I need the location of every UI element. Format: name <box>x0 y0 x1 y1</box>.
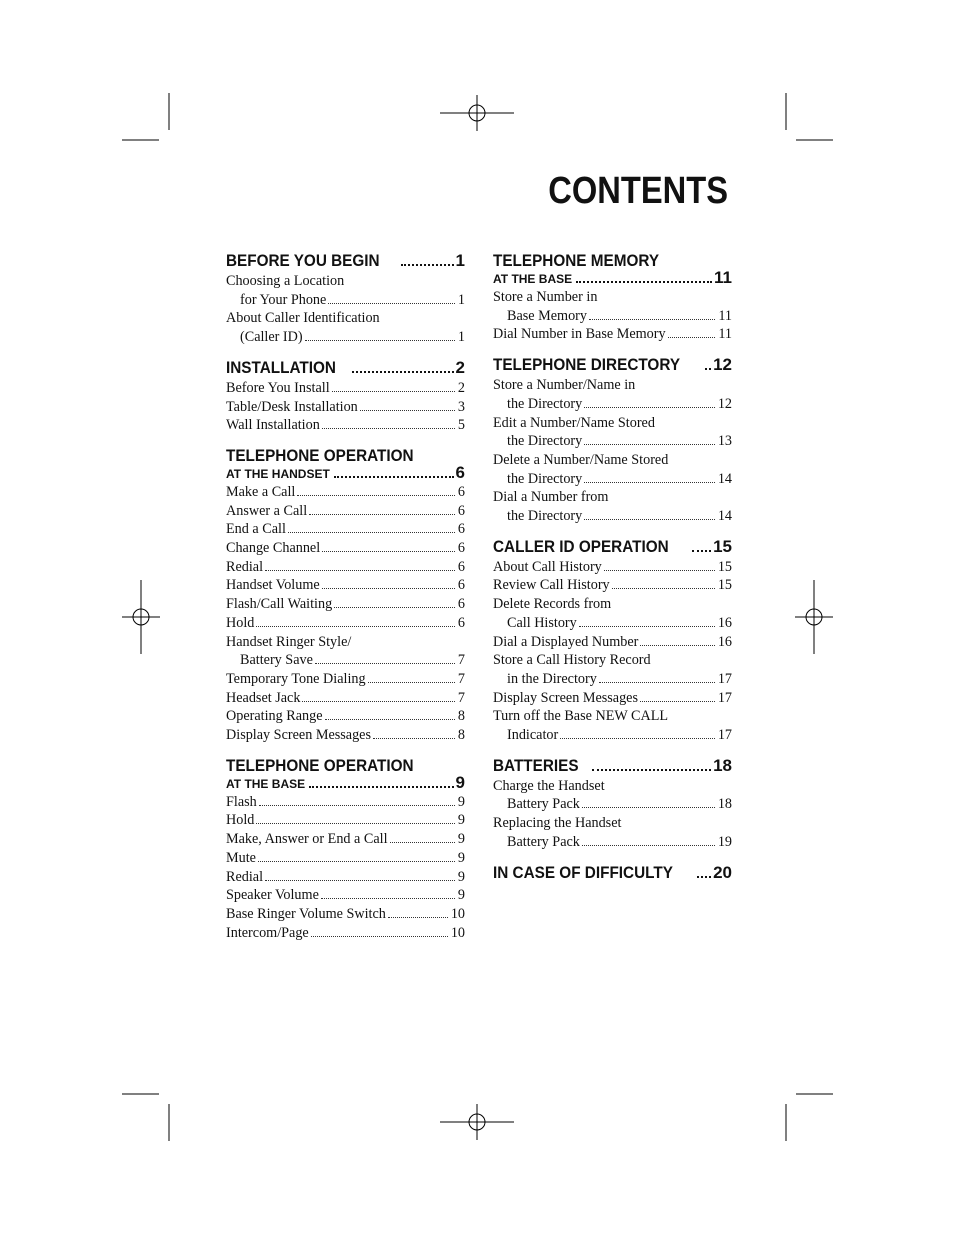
entry-title: Hold <box>226 812 255 829</box>
toc-entry <box>493 288 732 325</box>
section-subheading-line <box>226 772 465 792</box>
section-heading-line <box>226 358 465 378</box>
entry-page-number: 3 <box>457 398 465 415</box>
entry-line <box>226 398 465 417</box>
entry-title: Hold <box>226 614 255 631</box>
entry-line <box>226 328 465 347</box>
toc-entry <box>226 633 465 670</box>
toc-entry <box>493 633 732 652</box>
entry-line <box>226 707 465 726</box>
entry-line <box>226 483 465 502</box>
toc-entry <box>226 595 465 614</box>
dot-leader <box>390 842 455 843</box>
entry-line <box>226 379 465 398</box>
entry-page-number: 7 <box>457 670 465 687</box>
dot-leader <box>258 861 455 862</box>
entry-title: Flash/Call Waiting <box>226 596 333 613</box>
dot-leader <box>599 682 715 683</box>
entry-title: the Directory <box>507 508 583 525</box>
toc-entry <box>226 830 465 849</box>
section-heading: INSTALLATION <box>226 357 336 377</box>
toc-section <box>493 355 732 526</box>
toc-entry <box>226 309 465 346</box>
entry-page-number: 14 <box>717 470 732 487</box>
entry-page-number: 6 <box>457 558 465 575</box>
entry-page-number: 6 <box>457 596 465 613</box>
section-heading: BATTERIES <box>493 755 579 775</box>
toc-entry <box>226 689 465 708</box>
entry-line <box>226 811 465 830</box>
toc-section <box>226 251 465 347</box>
entry-title: the Directory <box>507 470 583 487</box>
toc-entry <box>226 886 465 905</box>
dot-leader <box>309 786 453 788</box>
entry-title: Table/Desk Installation <box>226 398 358 415</box>
entry-line <box>493 707 732 726</box>
toc-entry <box>226 520 465 539</box>
dot-leader <box>582 845 715 846</box>
dot-leader <box>579 626 715 627</box>
entry-page-number: 6 <box>457 577 465 594</box>
entry-title: Delete a Number/Name Stored <box>493 451 669 468</box>
entry-title: About Caller Identification <box>226 310 380 327</box>
entry-page-number: 15 <box>717 558 732 575</box>
entry-page-number: 17 <box>717 689 732 706</box>
section-page-number: 18 <box>713 755 732 775</box>
toc-entry <box>226 849 465 868</box>
section-heading: TELEPHONE MEMORY <box>493 251 660 270</box>
dot-leader <box>297 495 455 496</box>
dot-leader <box>265 570 455 571</box>
entry-title: Flash <box>226 793 257 810</box>
dot-leader <box>584 519 715 520</box>
toc-entry <box>226 905 465 924</box>
dot-leader <box>322 551 455 552</box>
toc-section <box>493 251 732 344</box>
dot-leader <box>401 264 454 266</box>
entry-page-number: 7 <box>457 689 465 706</box>
dot-leader <box>325 719 455 720</box>
entry-page-number: 9 <box>457 831 465 848</box>
entry-title: Dial Number in Base Memory <box>493 326 666 343</box>
entry-line <box>226 830 465 849</box>
section-subheading-line <box>226 462 465 482</box>
entry-page-number: 6 <box>457 540 465 557</box>
dot-leader <box>697 876 711 878</box>
entry-line <box>493 777 732 796</box>
entry-title: Operating Range <box>226 708 323 725</box>
dot-leader <box>322 428 455 429</box>
dot-leader <box>288 532 455 533</box>
dot-leader <box>668 337 716 338</box>
entry-page-number: 1 <box>457 329 465 346</box>
dot-leader <box>315 663 455 664</box>
entry-line <box>493 595 732 614</box>
entry-page-number: 15 <box>717 577 732 594</box>
entry-line <box>226 905 465 924</box>
entry-line <box>493 470 732 489</box>
entry-line <box>226 502 465 521</box>
dot-leader <box>322 588 455 589</box>
entry-title: Speaker Volume <box>226 887 319 904</box>
dot-leader <box>388 917 448 918</box>
entry-page-number: 11 <box>718 326 732 343</box>
entry-line <box>226 726 465 745</box>
entry-title: Battery Save <box>240 652 313 669</box>
entry-title: Make a Call <box>226 483 296 500</box>
dot-leader <box>259 805 455 806</box>
entry-line <box>226 291 465 310</box>
toc-entry <box>493 689 732 708</box>
entry-page-number: 8 <box>457 708 465 725</box>
toc-right-column <box>493 251 732 894</box>
entry-page-number: 6 <box>457 483 465 500</box>
entry-line <box>226 539 465 558</box>
section-page-number: 1 <box>455 251 465 270</box>
toc-entry <box>493 414 732 451</box>
dot-leader <box>640 701 715 702</box>
entry-line <box>226 272 465 291</box>
entry-line <box>226 416 465 435</box>
entry-title: Replacing the Handset <box>493 815 622 832</box>
entry-line <box>226 689 465 708</box>
entry-title: Answer a Call <box>226 502 308 519</box>
entry-title: Display Screen Messages <box>226 727 371 744</box>
entry-line <box>226 924 465 943</box>
toc-entry <box>226 416 465 435</box>
section-heading: TELEPHONE DIRECTORY <box>493 355 681 375</box>
toc-entry <box>493 451 732 488</box>
entry-title: the Directory <box>507 433 583 450</box>
section-heading: BEFORE YOU BEGIN <box>226 251 380 270</box>
section-page-number: 2 <box>455 357 465 377</box>
entry-title: Handset Volume <box>226 577 320 594</box>
toc-entry <box>493 595 732 632</box>
dot-leader <box>265 880 455 881</box>
dot-leader <box>373 738 455 739</box>
entry-page-number: 2 <box>457 379 465 396</box>
entry-title: Store a Number/Name in <box>493 377 636 394</box>
entry-line <box>226 309 465 328</box>
entry-title: Handset Ringer Style/ <box>226 633 352 650</box>
toc-section <box>226 358 465 435</box>
entry-line <box>493 558 732 577</box>
entry-page-number: 16 <box>717 614 732 631</box>
dot-leader <box>360 410 455 411</box>
entry-title: Redial <box>226 558 264 575</box>
entry-line <box>226 576 465 595</box>
toc-section <box>226 446 465 745</box>
entry-title: Dial a Number from <box>493 489 609 506</box>
toc-entry <box>493 576 732 595</box>
entry-page-number: 16 <box>717 633 732 650</box>
entry-page-number: 9 <box>457 868 465 885</box>
entry-line <box>226 670 465 689</box>
entry-title: Edit a Number/Name Stored <box>493 414 655 431</box>
entry-page-number: 14 <box>717 508 732 525</box>
entry-line <box>493 325 732 344</box>
dot-leader <box>604 570 715 571</box>
entry-line <box>493 395 732 414</box>
entry-page-number: 17 <box>717 670 732 687</box>
entry-line <box>226 793 465 812</box>
entry-title: Wall Installation <box>226 417 320 434</box>
toc-entry <box>226 811 465 830</box>
section-page-number: 20 <box>713 862 732 882</box>
toc-left-column <box>226 251 465 953</box>
entry-page-number: 6 <box>457 614 465 631</box>
toc-entry <box>226 868 465 887</box>
section-heading: TELEPHONE OPERATION <box>226 755 414 775</box>
entry-line <box>493 451 732 470</box>
toc-entry <box>226 614 465 633</box>
dot-leader <box>334 607 455 608</box>
entry-page-number: 9 <box>457 887 465 904</box>
entry-title: Battery Pack <box>507 833 580 850</box>
dot-leader <box>592 769 711 771</box>
toc-entry <box>493 651 732 688</box>
entry-line <box>493 376 732 395</box>
entry-page-number: 9 <box>457 793 465 810</box>
toc-entry <box>226 483 465 502</box>
entry-page-number: 5 <box>457 417 465 434</box>
dot-leader <box>368 682 455 683</box>
section-heading: TELEPHONE OPERATION <box>226 445 414 465</box>
section-heading: CALLER ID OPERATION <box>493 536 669 556</box>
toc-entry <box>226 707 465 726</box>
dot-leader <box>311 936 448 937</box>
entry-page-number: 1 <box>457 291 465 308</box>
entry-page-number: 13 <box>717 433 732 450</box>
dot-leader <box>584 482 715 483</box>
entry-title: Indicator <box>507 727 559 744</box>
entry-line <box>493 670 732 689</box>
entry-page-number: 18 <box>717 796 732 813</box>
entry-title: Battery Pack <box>507 796 580 813</box>
toc-entry <box>226 726 465 745</box>
entry-line <box>493 307 732 326</box>
toc-section <box>493 537 732 745</box>
toc-entry <box>493 777 732 814</box>
dot-leader <box>612 588 715 589</box>
entry-title: Base Memory <box>507 307 587 324</box>
section-heading-line <box>493 863 732 883</box>
toc-entry <box>226 502 465 521</box>
toc-entry <box>226 398 465 417</box>
dot-leader <box>302 701 454 702</box>
entry-title: Make, Answer or End a Call <box>226 831 388 848</box>
entry-title: (Caller ID) <box>240 329 303 346</box>
section-page-number: 9 <box>455 772 465 792</box>
entry-line <box>493 689 732 708</box>
entry-line <box>493 726 732 745</box>
toc-section <box>493 863 732 883</box>
section-subheading-line <box>493 270 732 287</box>
entry-title: Display Screen Messages <box>493 689 638 706</box>
entry-title: Before You Install <box>226 379 330 396</box>
toc-entry <box>493 707 732 744</box>
toc-entry <box>226 576 465 595</box>
dot-leader <box>332 391 455 392</box>
entry-title: Charge the Handset <box>493 777 605 794</box>
entry-line <box>226 651 465 670</box>
entry-page-number: 10 <box>450 905 465 922</box>
section-page-number: 15 <box>713 536 732 556</box>
dot-leader <box>589 319 715 320</box>
entry-line <box>493 507 732 526</box>
section-heading: IN CASE OF DIFFICULTY <box>493 862 673 882</box>
entry-title: Dial a Displayed Number <box>493 633 639 650</box>
section-subheading: AT THE BASE <box>493 272 573 286</box>
entry-title: Turn off the Base NEW CALL <box>493 708 669 725</box>
entry-title: Store a Number in <box>493 289 598 305</box>
entry-line <box>493 633 732 652</box>
entry-line <box>493 576 732 595</box>
toc-entry <box>226 924 465 943</box>
entry-page-number: 9 <box>457 812 465 829</box>
dot-leader <box>640 645 714 646</box>
entry-page-number: 6 <box>457 502 465 519</box>
toc-entry <box>226 539 465 558</box>
toc-entry <box>226 272 465 309</box>
toc-section <box>226 756 465 943</box>
entry-title: Call History <box>507 614 577 631</box>
dot-leader <box>582 807 715 808</box>
entry-line <box>226 633 465 652</box>
entry-line <box>493 614 732 633</box>
dot-leader <box>576 281 712 283</box>
entry-title: Mute <box>226 849 256 866</box>
section-subheading: AT THE HANDSET <box>226 466 330 481</box>
entry-title: Delete Records from <box>493 596 612 613</box>
section-page-number: 12 <box>713 355 732 375</box>
section-heading-line <box>493 355 732 375</box>
dot-leader <box>328 303 455 304</box>
entry-page-number: 19 <box>717 833 732 850</box>
entry-title: Base Ringer Volume Switch <box>226 905 386 922</box>
page-title: CONTENTS <box>548 170 728 212</box>
dot-leader <box>305 340 455 341</box>
entry-title: Temporary Tone Dialing <box>226 670 366 687</box>
entry-title: End a Call <box>226 521 286 538</box>
dot-leader <box>584 444 715 445</box>
toc-entry <box>493 814 732 851</box>
entry-line <box>226 520 465 539</box>
dot-leader <box>560 738 715 739</box>
entry-line <box>493 414 732 433</box>
entry-page-number: 11 <box>718 307 732 324</box>
entry-line <box>493 795 732 814</box>
entry-line <box>226 558 465 577</box>
section-page-number: 11 <box>714 268 732 287</box>
section-heading-line <box>493 756 732 776</box>
entry-page-number: 17 <box>717 727 732 744</box>
toc-entry <box>493 325 732 344</box>
entry-page-number: 12 <box>717 395 732 412</box>
entry-line <box>493 833 732 852</box>
toc-entry <box>226 379 465 398</box>
toc-entry <box>226 558 465 577</box>
entry-title: Headset Jack <box>226 689 301 706</box>
entry-title: Change Channel <box>226 540 321 557</box>
entry-title: the Directory <box>507 395 583 412</box>
section-subheading: AT THE BASE <box>226 776 306 791</box>
dot-leader <box>256 823 455 824</box>
entry-line <box>493 814 732 833</box>
dot-leader <box>321 898 455 899</box>
toc-entry <box>493 376 732 413</box>
entry-title: Choosing a Location <box>226 273 345 289</box>
entry-title: Redial <box>226 868 264 885</box>
entry-line <box>226 886 465 905</box>
entry-line <box>226 868 465 887</box>
entry-page-number: 7 <box>457 652 465 669</box>
entry-title: About Call History <box>493 558 602 575</box>
dot-leader <box>705 368 711 370</box>
entry-line <box>493 432 732 451</box>
entry-page-number: 10 <box>450 924 465 941</box>
dot-leader <box>309 514 455 515</box>
entry-line <box>226 849 465 868</box>
entry-title: Store a Call History Record <box>493 652 651 669</box>
dot-leader <box>256 626 455 627</box>
dot-leader <box>692 550 711 552</box>
entry-page-number: 8 <box>457 727 465 744</box>
dot-leader <box>334 476 454 478</box>
toc-entry <box>493 558 732 577</box>
entry-page-number: 9 <box>457 849 465 866</box>
toc-section <box>493 756 732 852</box>
entry-title: in the Directory <box>507 670 597 687</box>
section-heading-line <box>493 537 732 557</box>
entry-line <box>226 614 465 633</box>
entry-line <box>493 651 732 670</box>
entry-line <box>493 488 732 507</box>
entry-line <box>226 595 465 614</box>
toc-entry <box>493 488 732 525</box>
section-heading-line <box>226 251 465 271</box>
entry-line <box>493 288 732 307</box>
entry-title: Intercom/Page <box>226 924 309 941</box>
entry-page-number: 6 <box>457 521 465 538</box>
toc-entry <box>226 793 465 812</box>
entry-title: for Your Phone <box>240 291 327 308</box>
dot-leader <box>352 371 453 373</box>
toc-entry <box>226 670 465 689</box>
dot-leader <box>584 407 715 408</box>
section-page-number: 6 <box>455 462 465 482</box>
entry-title: Review Call History <box>493 577 610 594</box>
